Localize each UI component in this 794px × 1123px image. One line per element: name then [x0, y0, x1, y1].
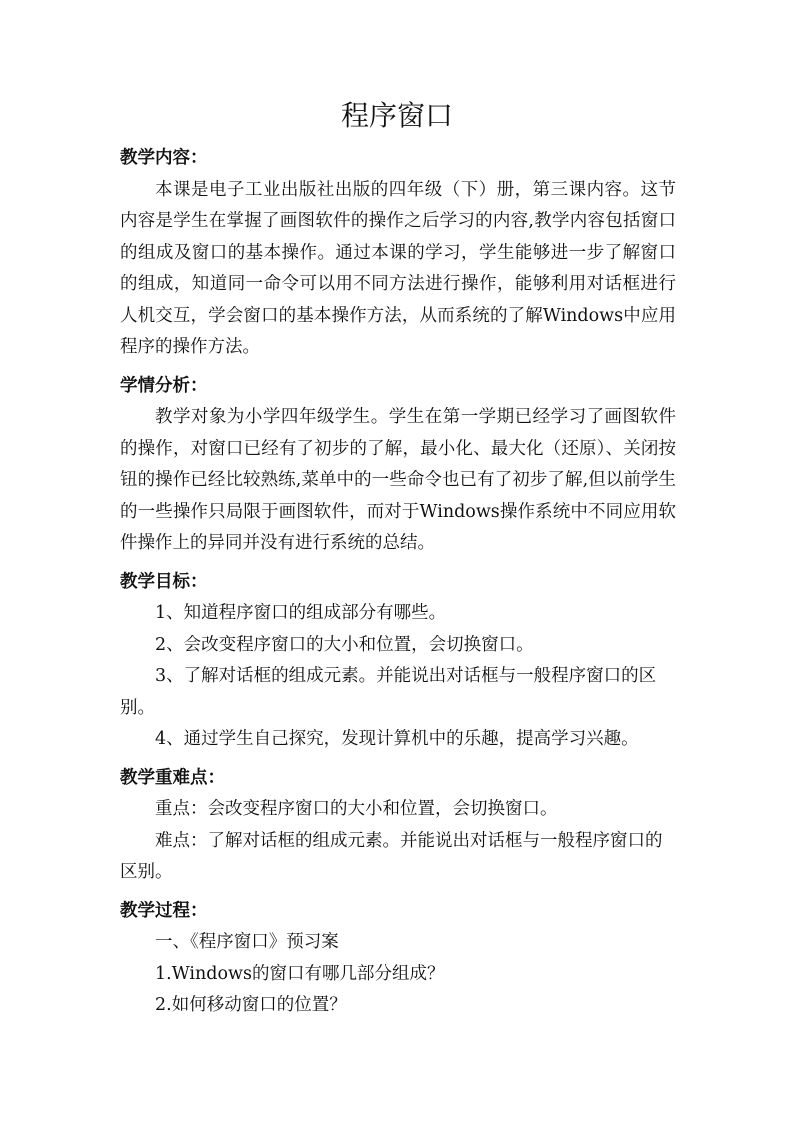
goal-item: 1、知道程序窗口的组成部分有哪些。: [155, 603, 447, 623]
section-paragraph: 教学对象为小学四年级学生。学生在第一学期已经学习了画图软件的操作，对窗口已经有了初步的了解，最小化、最大化（还原）、关闭按钮的操作已经比较熟练,菜单中的一些命令也已有了初步了解,但以前学生的一些操作只局限于画图软件，而对于Windows操作系统中不同应用软件操作上的异同并没有进行系统的总结。: [120, 407, 676, 553]
key-point: 重点：会改变程序窗口的大小和位置，会切换窗口。: [155, 799, 558, 819]
section-teaching-content: [120, 142, 676, 364]
process-item: 一、《程序窗口》预习案: [155, 932, 339, 952]
goal-item: 2、会改变程序窗口的大小和位置，会切换窗口。: [155, 634, 534, 655]
section-student-analysis: [120, 370, 676, 560]
section-teaching-process: [120, 895, 676, 1022]
document-title: 程序窗口: [340, 99, 453, 132]
document-body: [120, 142, 676, 1022]
section-heading: 学情分析：: [120, 375, 208, 396]
process-item: 1.Windows的窗口有哪几部分组成？: [155, 963, 445, 984]
section-teaching-goals: [120, 566, 676, 756]
section-heading: 教学内容：: [120, 148, 208, 168]
process-item: 2.如何移动窗口的位置？: [155, 995, 347, 1015]
goal-item: 3、了解对话框的组成元素。并能说出对话框与一般程序窗口的区别。: [120, 666, 657, 718]
section-heading: 教学目标：: [120, 571, 208, 592]
difficult-point: 难点：了解对话框的组成元素。并能说出对话框与一般程序窗口的区别。: [120, 830, 663, 882]
section-key-difficult-points: [120, 762, 676, 889]
goal-item: 4、通过学生自己探究，发现计算机中的乐趣，提高学习兴趣。: [155, 729, 639, 749]
section-paragraph: 本课是电子工业出版社出版的四年级（下）册，第三课内容。这节内容是学生在掌握了画图软件的操作之后学习的内容,教学内容包括窗口的组成及窗口的基本操作。通过本课的学习，学生能够进一步了解窗口的组成，知道同一命令可以用不同方法进行操作，能够利用对话框进行人机交互，学会窗口的基本操作方法，从而系统的了解Windows中应用程序的操作方法。: [120, 179, 676, 357]
section-heading: 教学重难点：: [120, 767, 225, 788]
section-heading: 教学过程：: [120, 900, 208, 921]
